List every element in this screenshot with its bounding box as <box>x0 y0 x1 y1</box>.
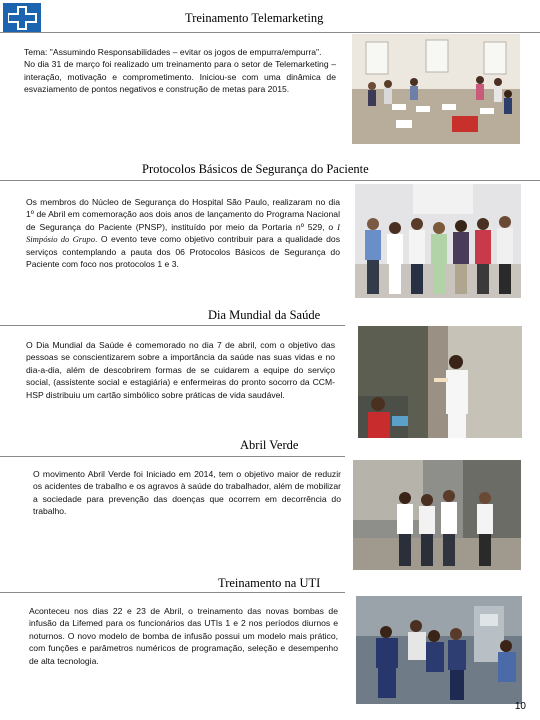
health-day-text <box>26 339 335 401</box>
green-april-group-photo <box>353 460 521 570</box>
patient-safety-text-before: Os membros do Núcleo de Segurança do Hospital São Paulo, realizaram no dia 1º de Abril em comemoração aos dois anos de lançamento do Programa Nacional de Segurança do Paciente (PNSP), instituído por meio da Portaria nº 529, o <box>26 197 340 232</box>
patient-safety-group-photo <box>355 184 521 298</box>
health-day-photo <box>358 326 522 438</box>
page-number: 10 <box>514 701 526 712</box>
divider <box>0 325 345 326</box>
section-title-green-april: Abril Verde <box>240 438 299 452</box>
patient-safety-text <box>26 196 340 270</box>
section-title-patient-safety: Protocolos Básicos de Segurança do Paciente <box>142 162 369 176</box>
telemarketing-text <box>24 46 336 96</box>
patient-safety-text-after: . O evento teve como objetivo contribuir para a qualidade dos serviços contemplando a pauta dos 06 Protocolos Básicos de Segurança do Paciente com foco nos protocolos 1 e 3. <box>26 234 340 270</box>
section-title-icu-training: Treinamento na UTI <box>218 576 321 590</box>
icu-training-paragraph: Aconteceu nos dias 22 e 23 de Abril, o treinamento das novas bombas de infusão da Lifemed para os funcionários das UTIs 1 e 2 nos períodos diurnos e noturnos. O novo modelo de bomba de infusão possui um modelo mais prático, com funções e parâmetros numéricos de programação, seleção e desempenho de alta tecnologia. <box>29 606 338 666</box>
divider <box>0 180 540 181</box>
telemarketing-photo <box>352 34 520 144</box>
hospital-cross-logo <box>3 3 41 33</box>
divider <box>0 32 540 33</box>
icu-training-photo <box>356 596 522 704</box>
telemarketing-description: No dia 31 de março foi realizado um treinamento para o setor de Telemarketing – interação, motivação e comprometimento. Iniciou-se com uma dinâmica de esvaziamento de pontos negativos e construção de metas para 2015. <box>24 59 336 95</box>
green-april-text <box>33 468 341 518</box>
green-april-paragraph: O movimento Abril Verde foi Iniciado em 2014, tem o objetivo maior de reduzir os acidentes de trabalho e os agravos à saúde do trabalhador, além de mobilizar a sociedade para prevenção das doenças que ocorrem em decorrência do trabalho. <box>33 469 341 517</box>
divider <box>0 456 345 457</box>
health-day-paragraph: O Dia Mundial da Saúde é comemorado no dia 7 de abril, com o objetivo das pessoas se conscientizarem sobre a importância da saúde nas suas vidas e no dia-a-dia, além de descobrirem formas de se cuidarem a equipe do serviço social, (assistente social e estagiária) e enfermeiras do pronto socorro da CCM-HSP distribuiu um cartão simbólico sobre práticas de vida saudável. <box>26 340 335 400</box>
icu-training-text <box>29 605 338 667</box>
telemarketing-theme: Tema: "Assumindo Responsabilidades – evitar os jogos de empurra/empurra". <box>24 47 322 57</box>
section-title-telemarketing: Treinamento Telemarketing <box>185 11 324 25</box>
divider <box>0 592 345 593</box>
patient-safety-event-name: I Simpósio do Grupo <box>26 221 340 245</box>
section-title-health-day: Dia Mundial da Saúde <box>208 308 321 322</box>
